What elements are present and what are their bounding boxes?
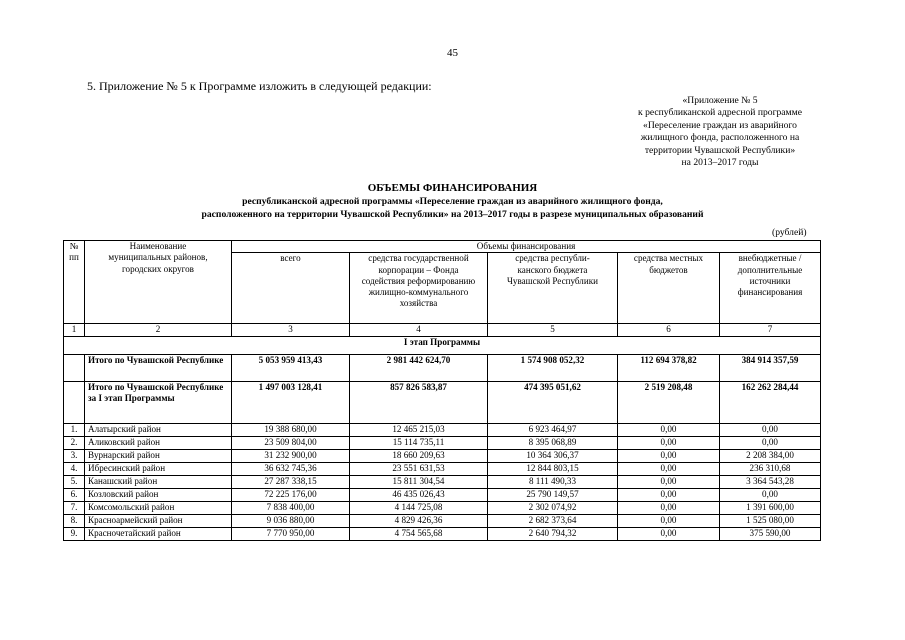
total-label: Итого по Чувашской Республике xyxy=(85,354,232,381)
stage-total-value: 857 826 583,87 xyxy=(350,381,488,423)
row-value: 2 208 384,00 xyxy=(720,449,821,462)
row-number: 1. xyxy=(64,423,85,436)
stage-total-label: Итого по Чувашской Республике за I этап Программы xyxy=(85,381,232,423)
row-name: Козловский район xyxy=(85,488,232,501)
row-name: Ибресинский район xyxy=(85,462,232,475)
total-value: 1 574 908 052,32 xyxy=(488,354,618,381)
appendix-header xyxy=(560,95,880,169)
table-row xyxy=(64,449,821,462)
row-value: 1 391 600,00 xyxy=(720,501,821,514)
header-republic: средства республи- канского бюджета Чувашской Республики xyxy=(488,253,618,324)
table-row xyxy=(64,488,821,501)
header-local: средства местных бюджетов xyxy=(618,253,720,324)
row-name: Аликовский район xyxy=(85,436,232,449)
row-value: 25 790 149,57 xyxy=(488,488,618,501)
document-subtitle xyxy=(0,195,905,221)
row-value: 0,00 xyxy=(618,501,720,514)
appendix-line: на 2013–2017 годы xyxy=(681,157,759,169)
table-row xyxy=(64,475,821,488)
table-row xyxy=(64,423,821,436)
row-value: 2 640 794,32 xyxy=(488,527,618,540)
header-volumes: Объемы финансирования xyxy=(232,241,821,253)
header-no: № пп xyxy=(64,241,85,324)
page-number: 45 xyxy=(447,47,458,59)
stage-row xyxy=(64,336,821,354)
appendix-line: территории Чувашской Республики» xyxy=(644,144,796,156)
total-value: 112 694 378,82 xyxy=(618,354,720,381)
row-value: 0,00 xyxy=(618,475,720,488)
appendix-line: «Приложение № 5 xyxy=(682,95,758,106)
row-name: Вурнарский район xyxy=(85,449,232,462)
stage-total-value: 162 262 284,44 xyxy=(720,381,821,423)
appendix-line: жилищного фонда, расположенного на xyxy=(640,132,800,144)
col-number: 4 xyxy=(350,324,488,336)
row-value: 7 838 400,00 xyxy=(232,501,350,514)
row-number: 6. xyxy=(64,488,85,501)
row-value: 2 682 373,64 xyxy=(488,514,618,527)
financing-table xyxy=(63,240,821,541)
row-value: 0,00 xyxy=(720,423,821,436)
row-value: 4 754 565,68 xyxy=(350,527,488,540)
row-value: 46 435 026,43 xyxy=(350,488,488,501)
row-value: 31 232 900,00 xyxy=(232,449,350,462)
col-number: 1 xyxy=(64,324,85,336)
total-value: 5 053 959 413,43 xyxy=(232,354,350,381)
row-value: 12 465 215,03 xyxy=(350,423,488,436)
row-value: 12 844 803,15 xyxy=(488,462,618,475)
row-value: 9 036 880,00 xyxy=(232,514,350,527)
appendix-line: к республиканской адресной программе xyxy=(638,107,802,119)
row-name: Комсомольский район xyxy=(85,501,232,514)
table-row xyxy=(64,527,821,540)
table-row xyxy=(64,462,821,475)
row-name: Канашский район xyxy=(85,475,232,488)
col-number: 2 xyxy=(85,324,232,336)
row-value: 18 660 209,63 xyxy=(350,449,488,462)
row-value: 4 144 725,08 xyxy=(350,501,488,514)
col-number: 5 xyxy=(488,324,618,336)
row-value: 375 590,00 xyxy=(720,527,821,540)
row-value: 0,00 xyxy=(618,462,720,475)
row-value: 27 287 338,15 xyxy=(232,475,350,488)
subtitle-line: республиканской адресной программы «Переселение граждан из аварийного жилищного фонда, xyxy=(242,196,663,207)
header-extra: внебюджетные / дополнительные источники финансирования xyxy=(720,253,821,324)
units-label: (рублей) xyxy=(772,227,807,238)
subtitle-line: расположенного на территории Чувашской Республики» на 2013–2017 годы в разрезе муниципальных образований xyxy=(201,209,704,220)
total-value: 2 981 442 624,70 xyxy=(350,354,488,381)
row-value: 36 632 745,36 xyxy=(232,462,350,475)
row-value: 2 302 074,92 xyxy=(488,501,618,514)
document-title: ОБЪЕМЫ ФИНАНСИРОВАНИЯ xyxy=(367,182,538,194)
total-value: 384 914 357,59 xyxy=(720,354,821,381)
col-number: 3 xyxy=(232,324,350,336)
row-value: 15 114 735,11 xyxy=(350,436,488,449)
header-total: всего xyxy=(232,253,350,324)
col-number: 6 xyxy=(618,324,720,336)
row-value: 23 551 631,53 xyxy=(350,462,488,475)
total-no xyxy=(64,354,85,381)
column-numbers-row xyxy=(64,324,821,336)
row-name: Алатырский район xyxy=(85,423,232,436)
table-row xyxy=(64,436,821,449)
total-row xyxy=(64,354,821,381)
row-value: 236 310,68 xyxy=(720,462,821,475)
stage-total-value: 2 519 208,48 xyxy=(618,381,720,423)
stage-total-value: 1 497 003 128,41 xyxy=(232,381,350,423)
row-number: 5. xyxy=(64,475,85,488)
row-number: 4. xyxy=(64,462,85,475)
intro-text: 5. Приложение № 5 к Программе изложить в следующей редакции: xyxy=(87,79,432,93)
row-value: 8 395 068,89 xyxy=(488,436,618,449)
row-value: 6 923 464,97 xyxy=(488,423,618,436)
row-value: 19 388 680,00 xyxy=(232,423,350,436)
stage-total-value: 474 395 051,62 xyxy=(488,381,618,423)
col-number: 7 xyxy=(720,324,821,336)
row-name: Красночетайский район xyxy=(85,527,232,540)
row-number: 9. xyxy=(64,527,85,540)
row-value: 72 225 176,00 xyxy=(232,488,350,501)
row-name: Красноармейский район xyxy=(85,514,232,527)
row-number: 7. xyxy=(64,501,85,514)
row-value: 0,00 xyxy=(618,449,720,462)
row-value: 10 364 306,37 xyxy=(488,449,618,462)
row-value: 15 811 304,54 xyxy=(350,475,488,488)
row-value: 8 111 490,33 xyxy=(488,475,618,488)
table-row xyxy=(64,514,821,527)
row-value: 0,00 xyxy=(618,527,720,540)
row-value: 7 770 950,00 xyxy=(232,527,350,540)
stage-title: I этап Программы xyxy=(64,336,821,354)
row-number: 2. xyxy=(64,436,85,449)
row-number: 3. xyxy=(64,449,85,462)
row-value: 1 525 080,00 xyxy=(720,514,821,527)
row-value: 0,00 xyxy=(720,436,821,449)
header-name: Наименование муниципальных районов, городских округов xyxy=(85,241,232,324)
appendix-line: «Переселение граждан из аварийного xyxy=(643,119,797,131)
row-value: 4 829 426,36 xyxy=(350,514,488,527)
row-value: 0,00 xyxy=(618,488,720,501)
row-number: 8. xyxy=(64,514,85,527)
row-value: 23 509 804,00 xyxy=(232,436,350,449)
stage-total-no xyxy=(64,381,85,423)
stage-total-row xyxy=(64,381,821,423)
row-value: 3 364 543,28 xyxy=(720,475,821,488)
row-value: 0,00 xyxy=(618,423,720,436)
header-fund: средства государственной корпорации – Фонда содействия реформированию жилищно-коммунального хозяйства xyxy=(350,253,488,324)
table-row xyxy=(64,501,821,514)
row-value: 0,00 xyxy=(618,514,720,527)
row-value: 0,00 xyxy=(618,436,720,449)
row-value: 0,00 xyxy=(720,488,821,501)
header-row xyxy=(64,241,821,253)
